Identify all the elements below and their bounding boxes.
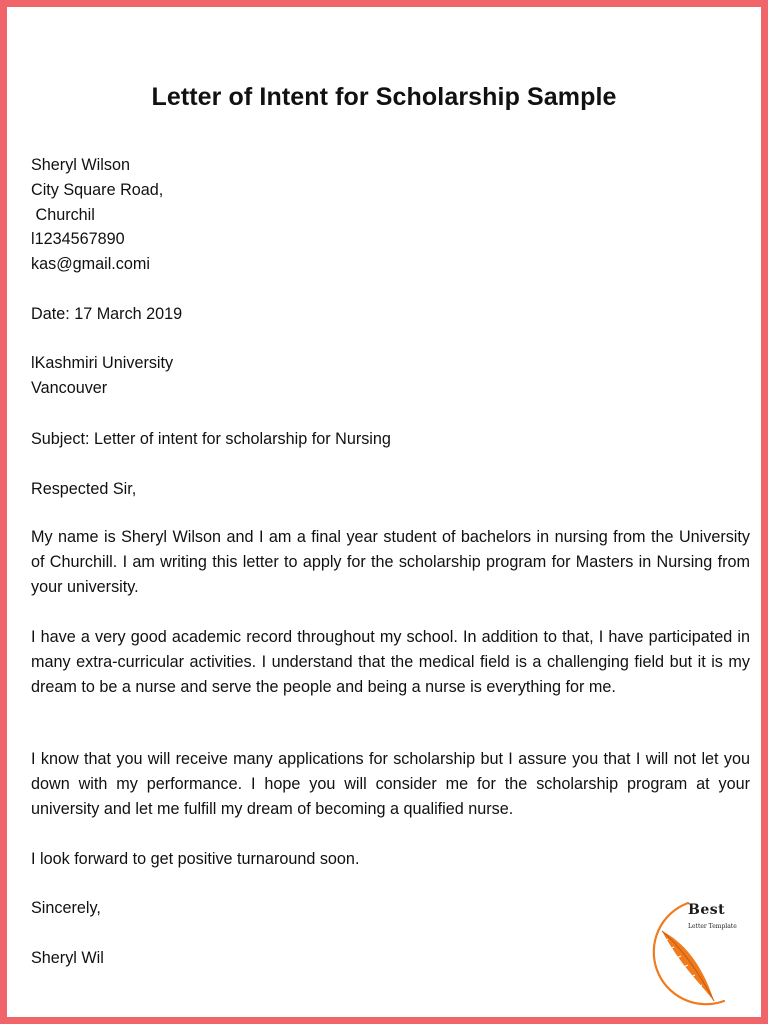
signature-name: Sheryl Wil (31, 949, 104, 967)
sender-city: Churchil (31, 205, 95, 224)
letter-date: Date: 17 March 2019 (31, 305, 183, 323)
sender-name: Sheryl Wilson (31, 156, 130, 174)
sender-address (31, 153, 750, 277)
page-title: Letter of Intent for Scholarship Sample (151, 83, 617, 111)
salutation: Respected Sir, (31, 480, 137, 498)
body-paragraph-2: I have a very good academic record throughout my school. In addition to that, I have participated in many extra-curricular activities. I understand that the medical field is a challenging field but it is my dream to be a nurse and serve the people and being a nurse is everything for me. (31, 628, 750, 696)
body-paragraph-1: My name is Sheryl Wilson and I am a final year student of bachelors in nursing from the University of Churchill. I am writing this letter to apply for the scholarship program for Masters in Nursing from your university. (31, 528, 750, 596)
recipient-address (31, 351, 750, 401)
sender-email: kas@gmail.comi (31, 255, 150, 274)
logo-brand-text: Best (688, 902, 726, 918)
recipient-org: lKashmiri University (31, 354, 174, 372)
letter-subject: Subject: Letter of intent for scholarship for Nursing (31, 430, 391, 448)
body-paragraph-4: I look forward to get positive turnaround soon. (31, 850, 360, 868)
sender-street: City Square Road, (31, 180, 164, 199)
sender-phone: l1234567890 (31, 230, 125, 249)
logo-tagline: Letter Template (688, 923, 737, 930)
body-paragraph-3: I know that you will receive many applications for scholarship but I assure you that I will not let you down with my performance. I hope you will consider me for the scholarship program at your university and let me fulfill my dream of becoming a qualified nurse. (31, 750, 750, 818)
closing: Sincerely, (31, 899, 101, 917)
recipient-city: Vancouver (31, 378, 108, 397)
